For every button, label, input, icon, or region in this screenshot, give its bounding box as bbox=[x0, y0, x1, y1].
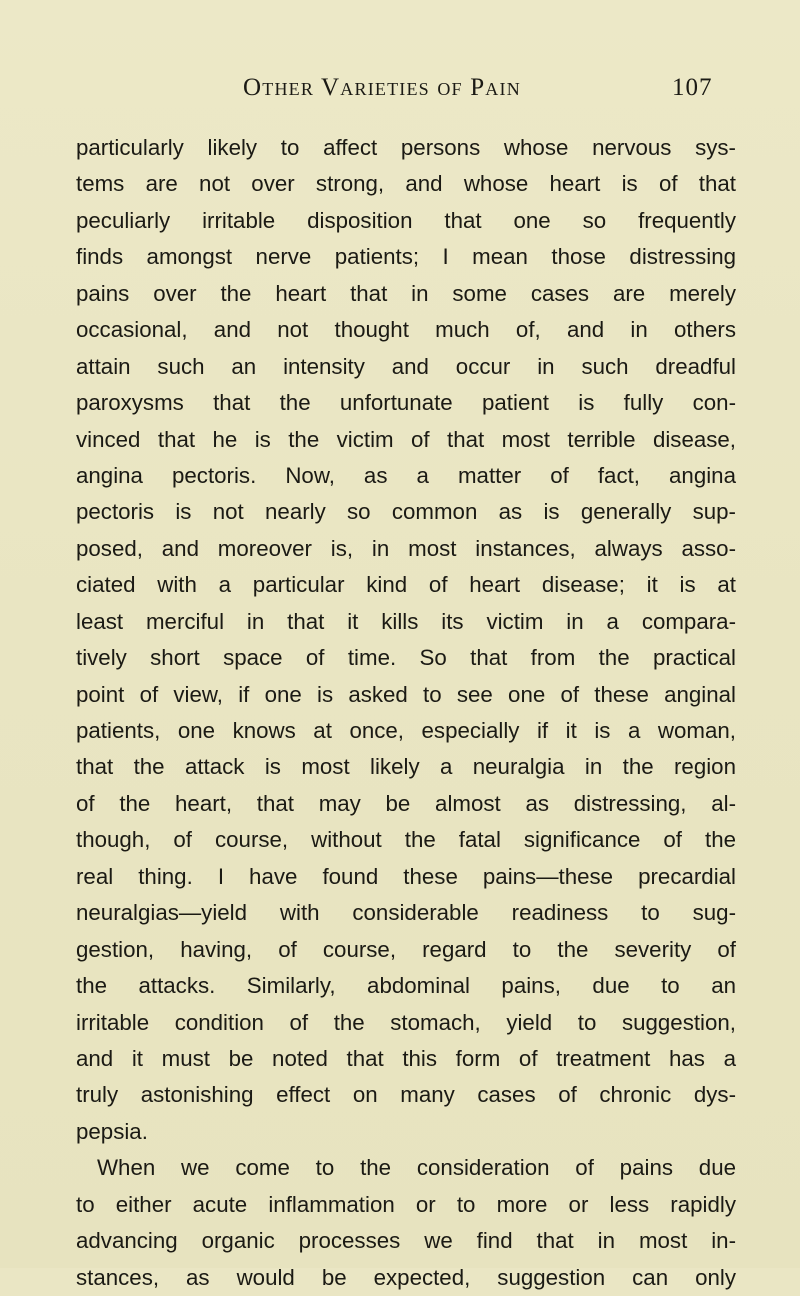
text-line: gestion, having, of course, regard to the severity of bbox=[76, 936, 736, 962]
body-text bbox=[76, 130, 736, 1296]
text-line: that the attack is most likely a neuralgia in the region bbox=[76, 754, 736, 780]
text-line: tems are not over strong, and whose heart is of that bbox=[76, 171, 736, 197]
text-line: attain such an intensity and occur in such dreadful bbox=[76, 353, 736, 379]
text-line: point of view, if one is asked to see one of these anginal bbox=[76, 681, 736, 707]
text-line: irritable condition of the stomach, yield to suggestion, bbox=[76, 1009, 736, 1035]
text-line: finds amongst nerve patients; I mean those distressing bbox=[76, 244, 736, 270]
text-line: neuralgias—yield with considerable readiness to sug- bbox=[76, 900, 736, 926]
text-line: least merciful in that it kills its victim in a compara- bbox=[76, 608, 736, 634]
text-line: vinced that he is the victim of that most terrible disease, bbox=[76, 426, 736, 452]
text-line: real thing. I have found these pains—these precardial bbox=[76, 863, 736, 889]
text-line: to either acute inflammation or to more or less rapidly bbox=[76, 1191, 736, 1217]
text-line: pectoris is not nearly so common as is generally sup- bbox=[76, 499, 736, 525]
text-line: ciated with a particular kind of heart disease; it is at bbox=[76, 572, 736, 598]
paragraph-end-line: pepsia. bbox=[76, 1118, 148, 1144]
text-line: particularly likely to affect persons whose nervous sys- bbox=[76, 135, 736, 160]
text-line: pains over the heart that in some cases are merely bbox=[76, 280, 736, 306]
text-line: advancing organic processes we find that in most in- bbox=[76, 1228, 736, 1254]
text-line: of the heart, that may be almost as distressing, al- bbox=[76, 790, 736, 816]
text-line: the attacks. Similarly, abdominal pains, due to an bbox=[76, 973, 736, 999]
page-number: 107 bbox=[672, 74, 713, 101]
text-line: though, of course, without the fatal significance of the bbox=[76, 827, 736, 853]
running-head: Other Varieties of Pain bbox=[243, 74, 521, 101]
text-line: and it must be noted that this form of treatment has a bbox=[76, 1045, 736, 1071]
text-line: paroxysms that the unfortunate patient is fully con- bbox=[76, 390, 736, 416]
text-line: posed, and moreover is, in most instances, always asso- bbox=[76, 535, 736, 561]
text-line: occasional, and not thought much of, and in others bbox=[76, 317, 736, 343]
text-line: truly astonishing effect on many cases of chronic dys- bbox=[76, 1082, 736, 1108]
text-line: patients, one knows at once, especially if it is a woman, bbox=[76, 718, 736, 743]
text-line: tively short space of time. So that from the practical bbox=[76, 645, 736, 671]
page-header bbox=[0, 74, 800, 114]
text-line: peculiarly irritable disposition that one so frequently bbox=[76, 207, 736, 233]
text-line: angina pectoris. Now, as a matter of fact, angina bbox=[76, 462, 736, 488]
text-line: stances, as would be expected, suggestion can only bbox=[76, 1264, 736, 1290]
paragraph-start-line: When we come to the consideration of pains due bbox=[97, 1155, 736, 1181]
